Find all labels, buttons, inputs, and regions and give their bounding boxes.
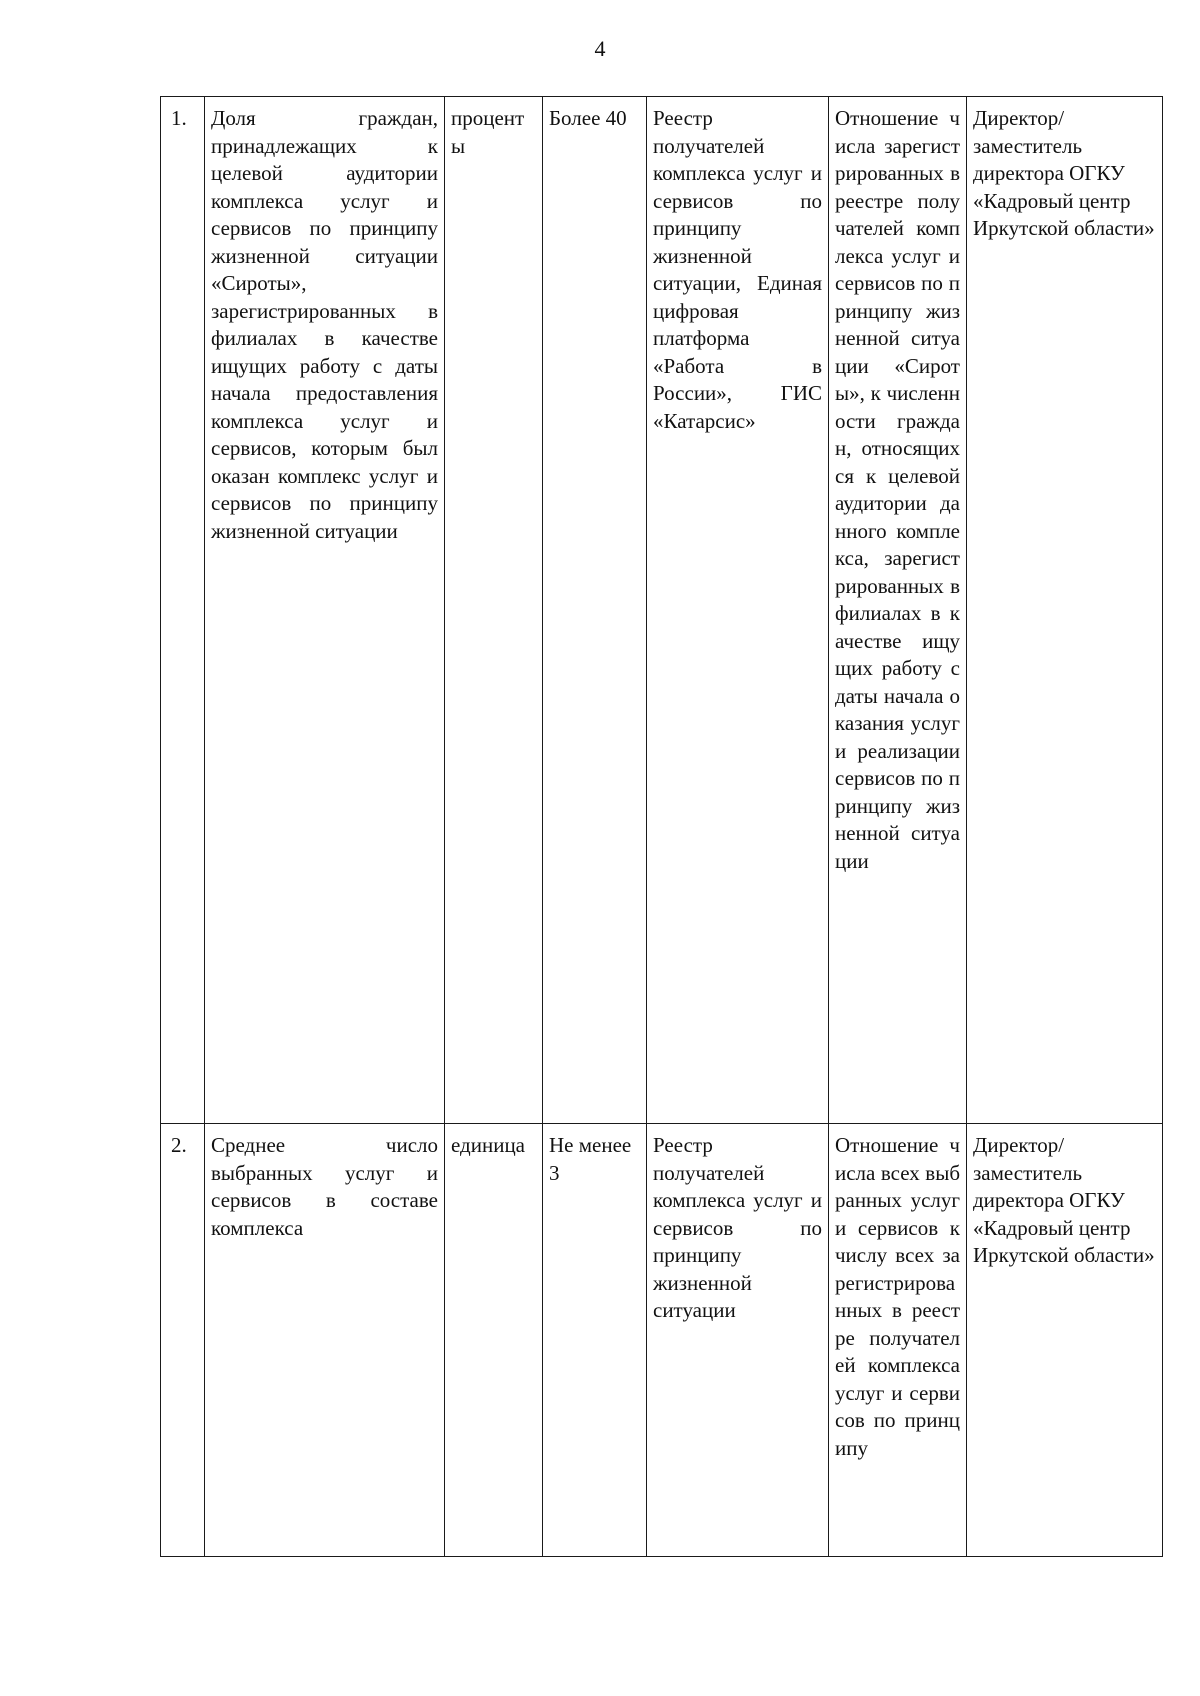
page-number: 4 <box>594 36 606 61</box>
row-number: 2. <box>161 1124 205 1557</box>
indicator-cell: Доля граждан, принадлежащих к целевой аудитории комплекса услуг и сервисов по принципу жизненной ситуации «Сироты», зарегистрированных в филиалах в качестве ищущих работу с даты начала предоставления комплекса услуг и сервисов, которым был оказан комплекс услуг и сервисов по принципу жизненной ситуации <box>205 97 445 1124</box>
method-cell: Отношение числа зарегистрированных в реестре получателей комплекса услуг и сервисов по принципу жизненной ситуации «Сироты», к численности граждан, относящихся к целевой аудитории данного комплекса, зарегистрированных в филиалах в качестве ищущих работу с даты начала оказания услуг и реализации сервисов по принципу жизненной ситуации <box>829 97 967 1124</box>
responsible-cell: Директор/ заместитель директора ОГКУ «Кадровый центр Иркутской области» <box>967 1124 1163 1557</box>
method-cell: Отношение числа всех выбранных услуг и сервисов к числу всех зарегистрированных в реестре получателей комплекса услуг и сервисов по принципу <box>829 1124 967 1557</box>
unit-cell: проценты <box>445 97 543 1124</box>
target-cell: Более 40 <box>543 97 647 1124</box>
indicators-table <box>160 96 1163 1557</box>
indicator-cell: Среднее число выбранных услуг и сервисов в составе комплекса <box>205 1124 445 1557</box>
unit-cell: единица <box>445 1124 543 1557</box>
row-number: 1. <box>161 97 205 1124</box>
target-cell: Не менее 3 <box>543 1124 647 1557</box>
source-cell: Реестр получателей комплекса услуг и сервисов по принципу жизненной ситуации, Единая цифровая платформа «Работа в России», ГИС «Катарсис» <box>647 97 829 1124</box>
source-cell: Реестр получателей комплекса услуг и сервисов по принципу жизненной ситуации <box>647 1124 829 1557</box>
responsible-cell: Директор/ заместитель директора ОГКУ «Кадровый центр Иркутской области» <box>967 97 1163 1124</box>
table-row <box>161 1124 1163 1557</box>
table-row <box>161 97 1163 1124</box>
